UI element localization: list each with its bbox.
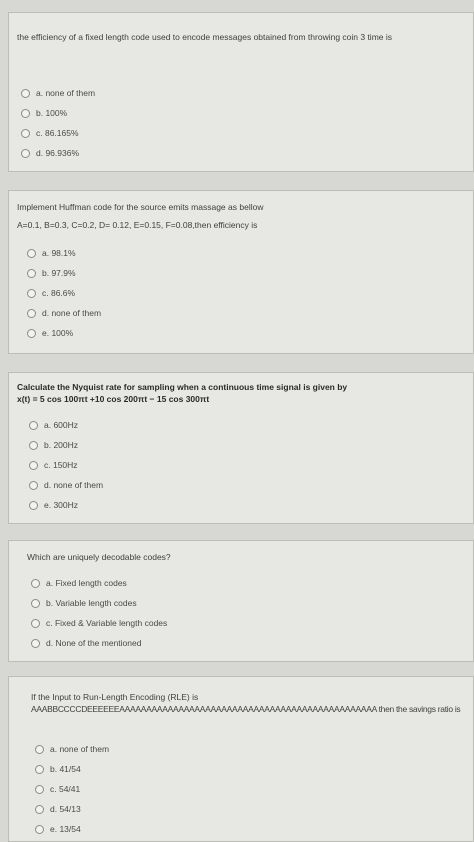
option-c[interactable] [31, 613, 167, 633]
option-d[interactable] [29, 475, 103, 495]
option-b[interactable] [31, 593, 167, 613]
radio-button[interactable] [31, 619, 40, 628]
radio-button[interactable] [29, 421, 38, 430]
option-label: c. 86.165% [36, 128, 79, 138]
question-text-line-1: Calculate the Nyquist rate for sampling when a continuous time signal is given by [17, 382, 348, 392]
radio-button[interactable] [35, 765, 44, 774]
option-e[interactable] [29, 495, 103, 515]
option-a[interactable] [31, 573, 167, 593]
question-text-line-1: Implement Huffman code for the source emits massage as bellow [17, 202, 264, 212]
radio-button[interactable] [27, 289, 36, 298]
option-label: c. 54/41 [50, 784, 81, 794]
radio-button[interactable] [29, 441, 38, 450]
radio-button[interactable] [21, 109, 30, 118]
option-label: a. none of them [50, 744, 110, 754]
radio-button[interactable] [35, 785, 44, 794]
option-label: a. 600Hz [44, 420, 79, 430]
option-label: d. none of them [44, 480, 104, 490]
radio-button[interactable] [27, 269, 36, 278]
option-label: b. 97.9% [42, 268, 76, 278]
radio-button[interactable] [27, 329, 36, 338]
option-b[interactable] [35, 759, 109, 779]
radio-button[interactable] [29, 501, 38, 510]
option-label: b. 200Hz [44, 440, 79, 450]
option-label: a. Fixed length codes [46, 578, 127, 588]
question-text: the efficiency of a fixed length code used to encode messages obtained from throwing coin 3 time is [17, 32, 393, 42]
option-label: e. 300Hz [44, 500, 79, 510]
option-label: d. 54/13 [50, 804, 81, 814]
option-label: e. 13/54 [50, 824, 81, 834]
option-c[interactable] [35, 779, 109, 799]
question-text-line-2: AAABBCCCCDEEEEEEAAAAAAAAAAAAAAAAAAAAAAAAAAAAAAAAAAAAAAAAAAAAAAAA then the savings ratio is [31, 704, 461, 714]
option-label: b. 41/54 [50, 764, 81, 774]
question-card-4 [8, 540, 474, 662]
radio-button[interactable] [21, 89, 30, 98]
radio-button[interactable] [21, 129, 30, 138]
radio-button[interactable] [27, 309, 36, 318]
option-d[interactable] [27, 303, 101, 323]
option-c[interactable] [27, 283, 101, 303]
question-card-5 [8, 676, 474, 842]
radio-button[interactable] [27, 249, 36, 258]
option-label: d. none of them [42, 308, 102, 318]
question-text-line-2: x(t) = 5 cos 100πt +10 cos 200πt − 15 cos 300πt [17, 394, 210, 404]
option-a[interactable] [21, 83, 95, 103]
radio-button[interactable] [31, 599, 40, 608]
radio-button[interactable] [21, 149, 30, 158]
option-d[interactable] [31, 633, 167, 653]
option-d[interactable] [21, 143, 95, 163]
question-text-line-2: A=0.1, B=0.3, C=0.2, D= 0.12, E=0.15, F=0.08,then efficiency is [17, 220, 258, 230]
option-b[interactable] [27, 263, 101, 283]
option-e[interactable] [35, 819, 109, 839]
option-c[interactable] [29, 455, 103, 475]
option-label: e. 100% [42, 328, 74, 338]
option-c[interactable] [21, 123, 95, 143]
question-text: Which are uniquely decodable codes? [27, 552, 171, 562]
option-e[interactable] [27, 323, 101, 343]
option-a[interactable] [29, 415, 103, 435]
radio-button[interactable] [29, 461, 38, 470]
option-d[interactable] [35, 799, 109, 819]
option-label: d. None of the mentioned [46, 638, 142, 648]
option-a[interactable] [35, 739, 109, 759]
option-b[interactable] [21, 103, 95, 123]
option-label: c. Fixed & Variable length codes [46, 618, 168, 628]
option-label: b. 100% [36, 108, 68, 118]
radio-button[interactable] [35, 745, 44, 754]
question-card-1 [8, 12, 474, 172]
option-label: b. Variable length codes [46, 598, 137, 608]
option-label: c. 150Hz [44, 460, 78, 470]
radio-button[interactable] [35, 805, 44, 814]
option-label: c. 86.6% [42, 288, 76, 298]
radio-button[interactable] [31, 639, 40, 648]
option-label: a. 98.1% [42, 248, 76, 258]
question-card-3 [8, 372, 474, 524]
option-a[interactable] [27, 243, 101, 263]
option-label: d. 96.936% [36, 148, 80, 158]
radio-button[interactable] [29, 481, 38, 490]
radio-button[interactable] [35, 825, 44, 834]
option-label: a. none of them [36, 88, 96, 98]
question-text-line-1: If the Input to Run-Length Encoding (RLE) is [31, 692, 199, 702]
question-card-2 [8, 190, 474, 354]
radio-button[interactable] [31, 579, 40, 588]
option-b[interactable] [29, 435, 103, 455]
